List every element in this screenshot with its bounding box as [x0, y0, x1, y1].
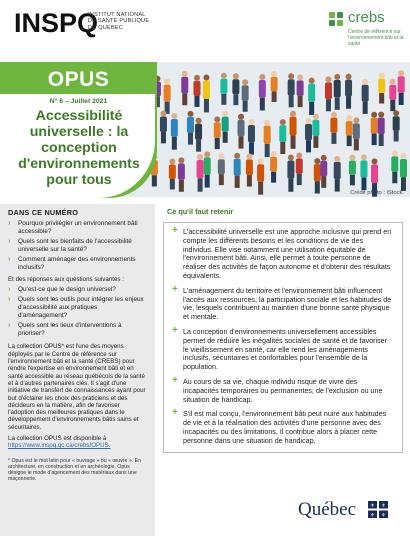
crowd-figure-head: [242, 79, 248, 85]
crowd-figure-head: [160, 111, 166, 117]
crowd-figure-legs: [379, 134, 384, 146]
crowd-figure-head: [194, 75, 200, 81]
list-item: › Quels sont les bienfaits de l'accessibilité universelle sur la santé?: [8, 238, 132, 253]
crowd-figure-head: [346, 115, 352, 121]
crowd-figure-body: [246, 159, 253, 175]
document-title: Accessibilité universelle : la conception d'environnements pour tous: [18, 108, 140, 188]
crowd-figure-head: [233, 73, 239, 79]
crowd-figure-head: [264, 120, 270, 126]
crowd-figure-body: [398, 76, 405, 93]
arrow-icon: ›: [8, 220, 11, 227]
crowd-figure-legs: [399, 93, 404, 105]
key-point: + L'accessibilité universelle est une approche inclusive qui prend en compte les différents besoins et les conditions de vie des individus. Elle vise notamment une utilisation équitable de l'environnement bâti. Ainsi, elle permet à toute personne de réaliser des activités de façon autonome et d'obtenir des résultats équivalents.: [172, 225, 392, 280]
crowd-figure-body: [187, 117, 194, 133]
inspq-logo: INSPQ: [14, 8, 99, 38]
crowd-figure-head: [238, 114, 244, 120]
key-point: + La conception d'environnements universellement accessibles permet de réduire les inégalités sociales de santé et de favoriser le vieillissement en santé, car elle rend les aménagements inclusifs, sécuritaires et confortables pour l'ensemble de la population.: [172, 324, 388, 372]
crowd-figure-body: [400, 159, 407, 177]
crowd-figure-head: [246, 153, 252, 159]
crowd-figure-legs: [249, 142, 254, 155]
svg-text:⚜: ⚜: [370, 512, 375, 518]
key-points-heading: Ce qu'il faut retenir: [167, 207, 234, 216]
key-points-box: [163, 222, 403, 453]
crowd-figure-body: [264, 126, 271, 144]
crowd-figure-head: [393, 110, 399, 116]
crowd-figure-legs: [372, 134, 377, 146]
crowd-figure-legs: [298, 96, 303, 107]
crowd-figure-body: [234, 159, 241, 176]
crowd-figure-legs: [331, 133, 336, 144]
crowd-figure-legs: [179, 180, 184, 192]
crowd-figure-legs: [243, 101, 248, 112]
crowd-figure-body: [287, 160, 294, 178]
crowd-figure-legs: [233, 94, 238, 105]
arrow-icon: ›: [8, 296, 11, 304]
crowd-figure-head: [197, 154, 203, 160]
plus-icon: +: [172, 324, 178, 336]
crowd-figure-head: [349, 155, 355, 161]
crowd-figure-head: [309, 78, 315, 84]
crowd-figure-body: [362, 85, 369, 102]
crowd-figure-head: [313, 114, 319, 120]
inspq-subtitle: INSTITUT NATIONAL DE SANTÉ PUBLIQUE DU QUÉBEC: [88, 12, 150, 31]
crowd-figure-body: [160, 117, 167, 133]
crowd-figure-head: [178, 157, 184, 163]
crowd-figure-legs: [271, 172, 276, 183]
crowd-figure-body: [232, 79, 239, 94]
crowd-figure-head: [334, 74, 340, 80]
crowd-figure-head: [204, 151, 210, 157]
quebec-wordmark: Québec: [298, 499, 357, 520]
key-points-section: [163, 204, 403, 453]
crowd-figure-legs: [350, 175, 355, 185]
arrow-icon: ›: [8, 322, 11, 330]
questions-list: [8, 286, 147, 338]
crowd-figure-head: [297, 74, 303, 80]
crowd-figure-body: [203, 80, 210, 99]
crowd-figure-legs: [326, 99, 331, 111]
key-point: + Au cours de sa vie, chaque individu risque de vivre des incapacités temporaires ou permanentes, de l'exclusion ou une situation de handicap.: [172, 374, 383, 404]
crowd-figure-body: [330, 118, 337, 133]
crebs-icon: [328, 11, 344, 27]
list-item: › Pourquoi privilégier un environnement bâti accessible?: [8, 220, 138, 235]
key-point: + L'aménagement du territoire et l'environnement bâti influencent l'accès aux ressources, la participation sociale et les habitudes de vie, lesquels contribuent au maintien d'une bonne santé physique et mentale.: [172, 283, 392, 322]
series-label: OPUS: [47, 68, 110, 91]
crowd-figure-legs: [265, 144, 270, 157]
crowd-figure-head: [346, 74, 352, 80]
crowd-figure-head: [171, 113, 177, 119]
crowd-figure-head: [288, 73, 294, 79]
crowd-figure-legs: [361, 178, 366, 191]
crowd-figure-legs: [196, 140, 201, 152]
crowd-figure-head: [169, 159, 175, 165]
answers-intro: Et des réponses aux questions suivantes :: [8, 275, 124, 283]
arrow-icon: ›: [8, 238, 11, 246]
quebec-logo: [298, 498, 406, 522]
crowd-figure-head: [325, 76, 331, 82]
crowd-figure-body: [193, 81, 200, 96]
crowd-figure-legs: [309, 102, 314, 115]
crowd-figure-legs: [291, 135, 296, 149]
crowd-figure-legs: [313, 136, 318, 148]
crowd-figure-body: [169, 165, 176, 179]
crowd-figure-head: [379, 73, 385, 79]
plus-icon: +: [172, 374, 178, 386]
crowd-figure-legs: [188, 133, 193, 145]
crowd-figure-body: [204, 157, 211, 174]
crowd-figure-legs: [204, 99, 209, 112]
sidebar: [0, 204, 155, 536]
crowd-figure-legs: [247, 175, 252, 186]
crowd-figure-body: [308, 84, 315, 102]
crowd-figure-head: [306, 118, 312, 124]
crowd-figure-head: [218, 153, 224, 159]
crowd-figure-legs: [347, 136, 352, 147]
list-item: › Quels sont les outils pour intégrer les enjeux d'accessibilité aux pratiques d'aménagement?: [8, 296, 144, 319]
crowd-figure-legs: [172, 137, 177, 150]
crowd-figure-head: [288, 154, 294, 160]
plus-icon: +: [172, 283, 178, 295]
crowd-figure-head: [290, 111, 296, 117]
crowd-figure-head: [334, 156, 340, 162]
crowd-figure-head: [353, 117, 359, 123]
footnote: * Opus est le mot latin pour « ouvrage » ou « œuvre ». En architecture, en construction et en archéologie, Opus désigne le mode d'agencement des matériaux dans une maçonnerie.: [8, 457, 141, 483]
crowd-figure-legs: [315, 181, 320, 193]
crowd-figure-body: [195, 124, 202, 140]
crowd-figure-legs: [221, 94, 226, 105]
crowd-figure-legs: [379, 93, 384, 103]
crowd-figure-body: [312, 120, 319, 136]
crowd-figure-head: [271, 151, 277, 157]
crowd-figure-body: [371, 164, 378, 183]
svg-text:⚜: ⚜: [381, 503, 386, 509]
crowd-figure-body: [290, 117, 297, 136]
crowd-figure-head: [314, 158, 320, 164]
crowd-figure-head: [221, 73, 227, 79]
topics-list: [8, 220, 147, 272]
crebs-logo: [328, 9, 404, 53]
crebs-name: crebs: [348, 9, 385, 26]
list-item: › Qu'est-ce que le design universel?: [8, 285, 116, 293]
crebs-subtitle: Centre de référence sur l'environnement bâti et la santé: [348, 29, 404, 47]
plus-icon: +: [172, 407, 178, 419]
arrow-icon: ›: [8, 256, 11, 264]
crowd-figure-head: [258, 158, 264, 164]
crowd-figure-body: [334, 162, 341, 179]
crowd-figure-legs: [306, 140, 311, 152]
crowd-figure-body: [164, 85, 171, 102]
availability-note: La collection OPUS est disponible à https://www.inspq.qc.ca/crebs/OPUS.: [8, 434, 111, 450]
crowd-figure-head: [280, 119, 286, 125]
crowd-figure-body: [389, 85, 396, 100]
crowd-figure-legs: [346, 96, 351, 108]
crowd-figure-legs: [363, 102, 368, 114]
crowd-figure-head: [392, 150, 398, 156]
crowd-figure-body: [218, 159, 225, 174]
crowd-figure-legs: [170, 179, 175, 189]
crowd-figure-head: [378, 112, 384, 118]
crowd-figure-legs: [297, 174, 302, 185]
svg-text:⚜: ⚜: [370, 503, 375, 509]
crowd-figure-legs: [288, 179, 293, 192]
crowd-figure-head: [259, 74, 265, 80]
header: [0, 0, 410, 62]
crowd-figure-head: [321, 155, 327, 161]
crowd-figure-body: [297, 80, 304, 95]
crowd-figure-legs: [235, 176, 240, 188]
crowd-figure-body: [238, 120, 245, 137]
crowd-figure-body: [325, 82, 332, 99]
crowd-figure-body: [346, 121, 353, 135]
crowd-figure-head: [164, 79, 170, 85]
crowd-figure-legs: [401, 177, 406, 190]
crowd-figure-body: [334, 80, 341, 97]
crowd-figure-body: [345, 80, 352, 97]
crowd-figure-body: [360, 160, 367, 177]
crowd-figure-body: [214, 122, 221, 137]
crowd-figure-legs: [335, 179, 340, 192]
crowd-figure-body: [222, 117, 229, 132]
crowd-figure-body: [220, 79, 227, 94]
list-item: › Comment aménager des environnements inclusifs?: [8, 256, 136, 271]
crowd-figure-legs: [223, 132, 228, 143]
crowd-figure-head: [222, 111, 228, 117]
crowd-figure-head: [390, 79, 396, 85]
crowd-figure-head: [234, 153, 240, 159]
crowd-figure-body: [271, 77, 278, 92]
crowd-figure-head: [331, 112, 337, 118]
crowd-figure-legs: [219, 174, 224, 185]
crowd-figure-legs: [260, 98, 265, 111]
crowd-figure-head: [362, 79, 368, 85]
crowd-figure-legs: [390, 100, 395, 111]
photo-credit: Crédit photo : iStock.: [350, 190, 404, 196]
crowd-figure-body: [259, 80, 266, 98]
crowd-figure-body: [320, 161, 327, 177]
crowd-figure-body: [270, 157, 277, 172]
crowd-figure-body: [349, 161, 356, 175]
crowd-figure-legs: [280, 142, 285, 154]
crowd-figure-body: [248, 125, 255, 142]
issue-number: N° 6 – Juillet 2021: [49, 98, 108, 105]
crowd-figure-body: [257, 164, 264, 182]
crowd-figure-head: [182, 71, 188, 77]
crowd-figure-head: [372, 158, 378, 164]
crowd-figure-head: [371, 112, 377, 118]
crowd-figure-body: [353, 123, 360, 139]
key-point: + S'il est mal conçu, l'environnement bâti peut nuire aux habitudes de vie et à la réalisation des activités d'une personne avec des incapacités ou des limitations. Il contribue alors à placer cette personne dans une situation de handicap.: [172, 407, 387, 445]
crowd-figure-body: [178, 163, 185, 179]
crowd-figure-body: [296, 158, 303, 173]
crowd-figure-body: [393, 116, 400, 131]
crowd-figure-body: [181, 77, 188, 93]
opus-link[interactable]: https://www.inspq.qc.ca/crebs/OPUS.: [8, 442, 111, 450]
crowd-figure-head: [203, 74, 209, 80]
crowd-figure-head: [361, 154, 367, 160]
crowd-figure-legs: [394, 131, 399, 142]
crowd-figure-head: [271, 71, 277, 77]
crowd-figure-legs: [335, 97, 340, 110]
crowd-figure-legs: [194, 96, 199, 107]
plus-icon: +: [172, 225, 178, 236]
collection-description: La collection OPUS* est l'une des moyens déployés par le Centre de référence sur l'environnement bâti et la santé (CREBS) pour rendre l'expertise en environnement bâti et en santé accessible au réseau québécois de la santé et à d'autres partenaires clés. Il s'agit d'une initiative de transfert de connaissances ayant pour but d'éclairer les choix des praticiens et des décideurs en la matière, afin de favoriser l'adoption des meilleures pratiques dans le développement d'environnements bâtis sains et sécuritaires.: [8, 343, 146, 431]
list-item: › Quels sont les lieux d'interventions à prioriser?: [8, 322, 122, 337]
crowd-figure-legs: [182, 93, 187, 105]
crowd-figure-body: [378, 79, 385, 93]
arrow-icon: ›: [8, 285, 11, 293]
crowd-figure-legs: [272, 91, 277, 102]
crowd-figure-body: [378, 118, 385, 134]
crowd-figure-head: [214, 116, 220, 122]
crowd-figure-head: [187, 111, 193, 117]
svg-text:⚜: ⚜: [381, 512, 386, 518]
crowd-figure-body: [305, 124, 312, 141]
crowd-figure-body: [279, 125, 286, 142]
crowd-figure-body: [288, 79, 295, 95]
crowd-figure-legs: [239, 136, 244, 148]
crowd-figure-head: [398, 70, 404, 76]
crowd-figure-legs: [215, 138, 220, 149]
crowd-figure-body: [197, 160, 204, 178]
crowd-figure-head: [248, 119, 254, 125]
crowd-figure-body: [391, 156, 398, 172]
crowd-figure-legs: [198, 178, 203, 191]
crowd-figure-legs: [321, 176, 326, 187]
crowd-figure-head: [400, 153, 406, 159]
crowd-figure-legs: [392, 172, 397, 183]
crowd-figure-body: [371, 118, 378, 134]
crowd-figure-legs: [258, 182, 263, 195]
crowd-figure-legs: [289, 95, 294, 107]
crowd-figure-legs: [161, 132, 166, 143]
crowd-figure-head: [296, 152, 302, 158]
quebec-flag-icon: [368, 501, 388, 518]
crowd-figure-legs: [354, 139, 359, 150]
crowd-figure-legs: [205, 175, 210, 188]
crowd-figure-body: [314, 164, 321, 181]
crowd-figure-head: [196, 118, 202, 124]
crowd-figure-body: [242, 85, 249, 100]
sidebar-heading: DANS CE NUMÉRO: [8, 208, 79, 217]
crowd-figure-body: [171, 119, 178, 137]
